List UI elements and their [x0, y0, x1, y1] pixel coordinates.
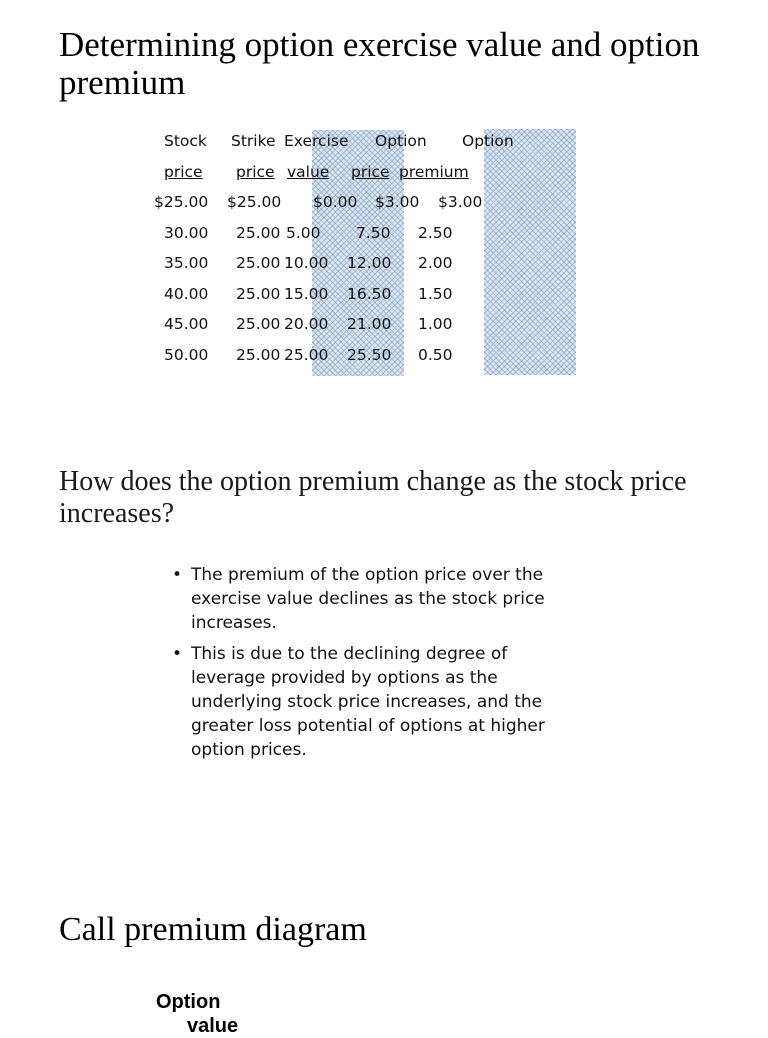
table-header-cell: value [287, 163, 330, 181]
question-heading: How does the option premium change as the stock price increases? [59, 466, 687, 529]
table-cell: 35.00 [164, 254, 209, 272]
table-cell: 45.00 [164, 315, 209, 333]
table-cell: $3.00 [375, 193, 420, 211]
table-cell: 16.50 [347, 285, 392, 303]
table-cell: 7.50 [356, 224, 391, 242]
bullet-text: This is due to the declining degree of leverage provided by options as the underlying stock price increases, and the greater loss potential of options at higher option prices. [191, 644, 545, 760]
bullet-item [172, 563, 582, 635]
table-cell: 25.00 [236, 315, 281, 333]
hatch-highlight [484, 129, 576, 375]
table-cell: 25.00 [284, 346, 329, 364]
bullet-text: The premium of the option price over the exercise value declines as the stock price increases. [191, 565, 545, 633]
option-value-table [150, 127, 580, 377]
diagram-axis-label: value [187, 1015, 239, 1037]
table-header-cell: Option [462, 132, 514, 150]
bullet-item [172, 642, 582, 762]
table-cell: 15.00 [284, 285, 329, 303]
table-cell: 21.00 [347, 315, 392, 333]
bullet-dot-icon: • [172, 644, 183, 664]
table-cell: 2.00 [418, 254, 453, 272]
table-cell: 25.00 [236, 224, 281, 242]
table-header-cell: price [236, 163, 275, 181]
table-cell: 40.00 [164, 285, 209, 303]
table-cell: 50.00 [164, 346, 209, 364]
table-cell: 1.00 [418, 315, 453, 333]
diagram-title: Call premium diagram [59, 911, 367, 948]
table-cell: 10.00 [284, 254, 329, 272]
page-title: Determining option exercise value and option premium [59, 25, 700, 102]
table-cell: $3.00 [438, 193, 483, 211]
table-cell: 30.00 [164, 224, 209, 242]
table-header-cell: price [351, 163, 390, 181]
table-cell: 2.50 [418, 224, 453, 242]
table-cell: $25.00 [227, 193, 282, 211]
bullet-list [172, 563, 582, 769]
bullet-dot-icon: • [172, 565, 183, 585]
table-cell: 25.00 [236, 285, 281, 303]
table-cell: 0.50 [418, 346, 453, 364]
table-cell: 5.00 [286, 224, 321, 242]
table-header-cell: Stock [164, 132, 207, 150]
table-header-cell: Strike [231, 132, 276, 150]
table-cell: 25.00 [236, 254, 281, 272]
table-cell: 1.50 [418, 285, 453, 303]
table-header-cell: premium [399, 163, 469, 181]
table-header-cell: Option [375, 132, 427, 150]
table-cell: 25.00 [236, 346, 281, 364]
table-header-cell: price [164, 163, 203, 181]
table-cell: 25.50 [347, 346, 392, 364]
table-cell: $0.00 [313, 193, 358, 211]
table-cell: $25.00 [154, 193, 209, 211]
table-header-cell: Exercise [284, 132, 349, 150]
table-cell: 12.00 [347, 254, 392, 272]
table-cell: 20.00 [284, 315, 329, 333]
diagram-axis-label: Option [156, 991, 221, 1013]
